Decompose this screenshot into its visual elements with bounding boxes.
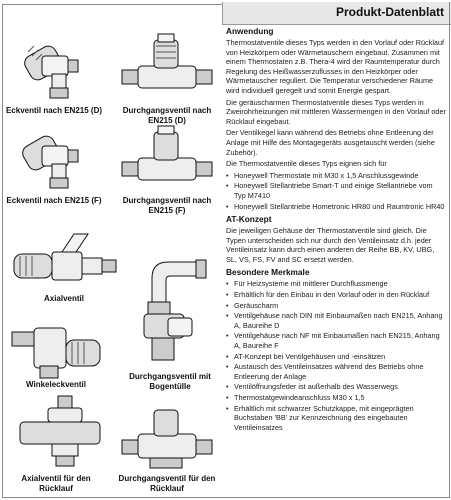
caption-angle-valve-d: Eckventil nach EN215 (D) <box>5 106 103 115</box>
caption-straight-valve-f: Durchgangsventil nach EN215 (F) <box>122 196 212 215</box>
caption-corner-angle-valve: Winkeleckventil <box>26 380 86 389</box>
list-item: • Austausch des Ventileinsatzes während des Betriebs ohne Entleerung der Anlage <box>226 362 446 381</box>
straight-valve-elbow-drawing <box>142 258 208 366</box>
caption-angle-valve-f: Eckventil nach EN215 (F) <box>6 196 102 205</box>
frame-left-border <box>2 4 3 498</box>
list-item: • Für Heizsysteme mit mittlerer Durchflussmenge <box>226 279 446 289</box>
caption-axial-valve: Axialventil <box>43 294 84 303</box>
section-anwendung <box>226 26 446 211</box>
header <box>0 0 451 22</box>
at-paragraph: Die jeweiligen Gehäuse der Thermostatventile sind gleich. Die Typen unterscheiden sich nur durch den Ventileinsatz d.h. jeder Ventileinsatz kann durch einen anderen der Reihe BB, KV, UBG, SL, VS, FS, FV and SC ersetzt werden. <box>226 226 435 264</box>
heading-at-konzept: AT-Konzept <box>226 214 272 225</box>
anwendung-list <box>226 171 446 211</box>
list-item: • AT-Konzept bei Ventilgehäusen und -einsätzen <box>226 352 446 362</box>
anwendung-paragraph-4: Die Thermostatventile dieses Typs eignen sich für <box>226 159 387 169</box>
angle-valve-d-drawing <box>14 34 94 104</box>
heading-anwendung: Anwendung <box>226 26 274 36</box>
list-item: • Thermostatgewindeanschluss M30 x 1,5 <box>226 393 446 403</box>
straight-return-valve-drawing <box>120 406 216 472</box>
section-at-konzept <box>226 214 446 264</box>
caption-straight-valve-elbow: Durchgangsventil mit Bogentülle <box>129 372 211 391</box>
caption-straight-return-valve: Durchgangsventil für den Rücklauf <box>118 474 216 493</box>
axial-valve-drawing <box>12 232 122 292</box>
caption-axial-return-valve: Axialventil für den Rücklauf <box>21 474 91 493</box>
anwendung-paragraph-2: Die geräuscharmen Thermostatventile dieses Typs werden in Zweirohrheizungen mit mittleren Wassermengen in den Vorlauf oder Rücklauf eingebaut. <box>226 97 446 126</box>
heading-merkmale: Besondere Merkmale <box>226 267 310 278</box>
anwendung-paragraph-1: Thermostatventile dieses Typs werden in den Vorlauf oder Rücklauf von Heizkörpern oder Wärmetauschern eingebaut. Zusammen mit einem Thermostaten z.B. Thera-4 wird der Raumtemperatur durch Regelung des Heißwasserzuflusses in den Heizkörper oder Wärmetauscher reguliert. Die Temperatur verschiedener Räume wird individuell geregelt und somit Energie gespart. <box>226 38 445 95</box>
section-merkmale <box>226 267 446 432</box>
list-item: • Ventilgehäuse nach NF mit Einbaumaßen nach EN215, Anhang A, Baureihe F <box>226 331 446 350</box>
list-item: • Erhältlich mit schwarzer Schutzkappe, mit eingeprägten Buchstaben 'BB' zur Kennzeichnung des eingebauten Ventileinsatzes <box>226 404 446 433</box>
anwendung-paragraph-3: Der Ventilkegel kann während des Betriebs ohne Entleerung der Anlage mit Hilfe des Montagegeräts ausgetauscht werden (siehe Zubehör). <box>226 128 435 157</box>
caption-straight-valve-d: Durchgangsventil nach EN215 (D) <box>122 106 212 125</box>
merkmale-list <box>226 279 446 432</box>
corner-angle-valve-drawing <box>10 322 110 382</box>
header-title-box <box>222 2 451 25</box>
description-column <box>226 26 446 435</box>
header-rule <box>2 4 222 5</box>
frame-right-border <box>449 2 450 498</box>
list-item: • Geräuscharm <box>226 301 446 311</box>
list-item: • Ventilöffnungsfeder ist außerhalb des Wasserwegs <box>226 382 446 392</box>
valve-gallery <box>4 26 220 496</box>
list-item: • Honeywell Stellantriebe Hometronic HR80 und Raumtronic HR40 <box>226 202 446 212</box>
list-item: • Ventilgehäuse nach DIN mit Einbaumaßen nach EN215, Anhang A, Baureihe D <box>226 311 446 330</box>
list-item: • Erhältlich für den Einbau in den Vorlauf oder in den Rücklauf <box>226 290 446 300</box>
frame-bottom-border <box>2 497 450 498</box>
axial-return-valve-drawing <box>18 394 108 468</box>
straight-valve-d-drawing <box>120 32 216 104</box>
list-item: • Honeywell Thermostate mit M30 x 1,5 Anschlussgewinde <box>226 171 446 181</box>
straight-valve-f-drawing <box>120 124 216 194</box>
angle-valve-f-drawing <box>14 126 94 192</box>
page-title: Produkt-Datenblatt <box>336 5 444 19</box>
list-item: • Honeywell Stellantriebe Smart-T und einige Stellantriebe vom Typ M7410 <box>226 181 446 200</box>
